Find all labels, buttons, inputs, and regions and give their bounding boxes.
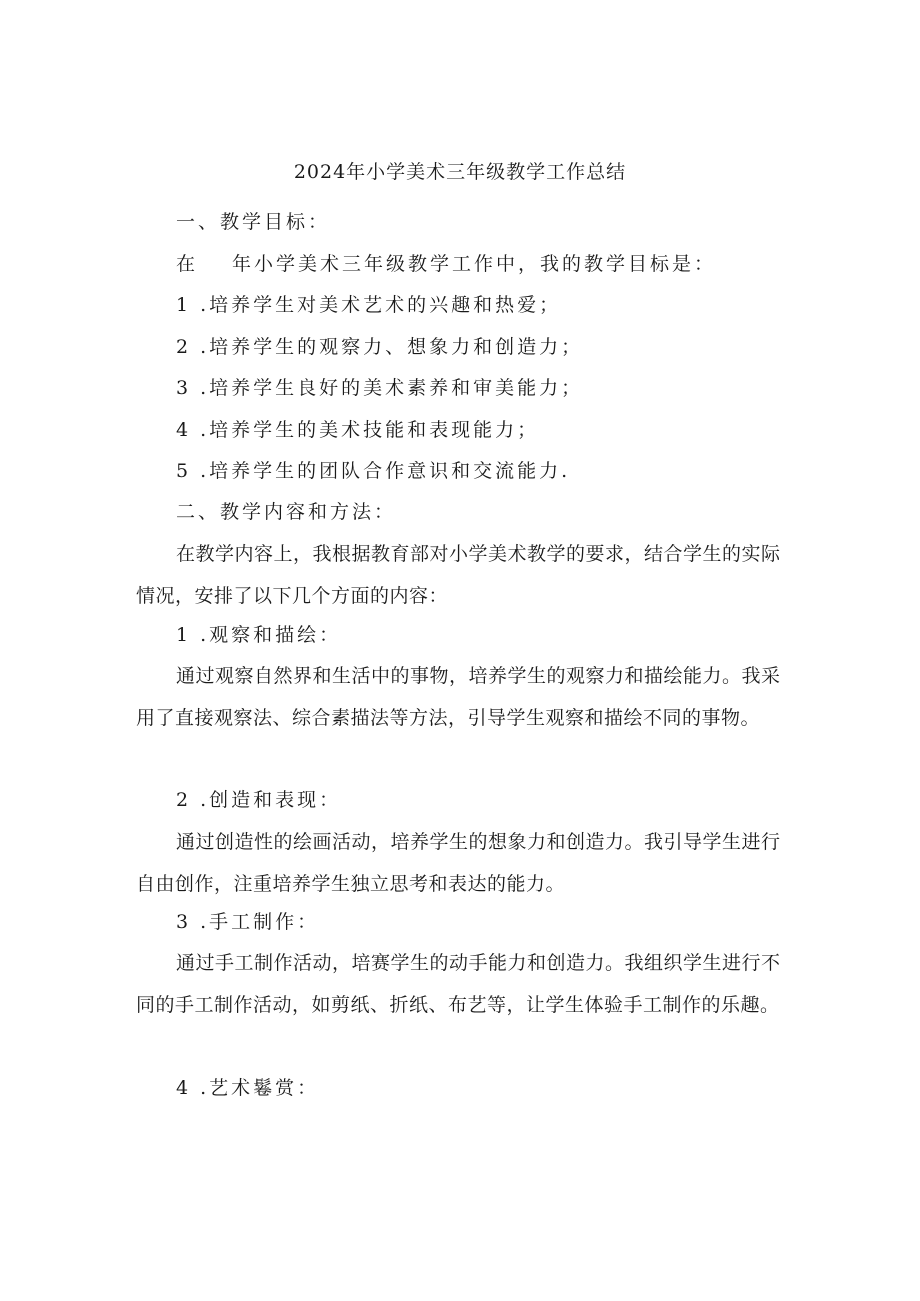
goal-item: 5 .培养学生的团队合作意识和交流能力.	[176, 460, 571, 482]
item-body: 通过手工制作活动，培赛学生的动手能力和创造力。我组织学生进行不同的手工制作活动，如剪纸、折纸、布艺等，让学生体验手工制作的乐趣。	[136, 952, 781, 1016]
intro-prefix: 在	[176, 253, 199, 275]
goal-item: 4 .培养学生的美术技能和表现能力；	[176, 419, 540, 441]
intro-suffix: 年小学美术三年级教学工作中，我的教学目标是：	[232, 253, 717, 275]
item-title: 2 .创造和表现：	[176, 789, 342, 811]
section-1-heading: 一、教学目标：	[176, 211, 331, 233]
item-title: 4 .艺术鬈赏：	[176, 1077, 320, 1099]
item-body: 通过观察自然界和生活中的事物，培养学生的观察力和描绘能力。我采用了直接观察法、综合素描法等方法，引导学生观察和描绘不同的事物。	[136, 665, 781, 729]
goal-item: 2 .培养学生的观察力、想象力和创造力；	[176, 336, 584, 358]
page-title: 2024年小学美术三年级教学工作总结	[293, 161, 627, 183]
section-2-heading: 二、教学内容和方法：	[176, 501, 397, 523]
item-title: 3 .手工制作：	[176, 911, 320, 933]
goal-item: 3 .培养学生良好的美术素养和审美能力；	[176, 377, 584, 399]
item-body: 通过创造性的绘画活动，培养学生的想象力和创造力。我引导学生进行自由创作，注重培养学生独立思考和表达的能力。	[136, 831, 781, 895]
item-title: 1 .观察和描绘：	[176, 624, 342, 646]
section-1-intro	[176, 250, 716, 278]
section-2-intro: 在教学内容上，我根据教育部对小学美术教学的要求，结合学生的实际情况，安排了以下几个方面的内容：	[136, 543, 781, 607]
goal-item: 1 .培养学生对美术艺术的兴趣和热爱；	[176, 294, 562, 316]
